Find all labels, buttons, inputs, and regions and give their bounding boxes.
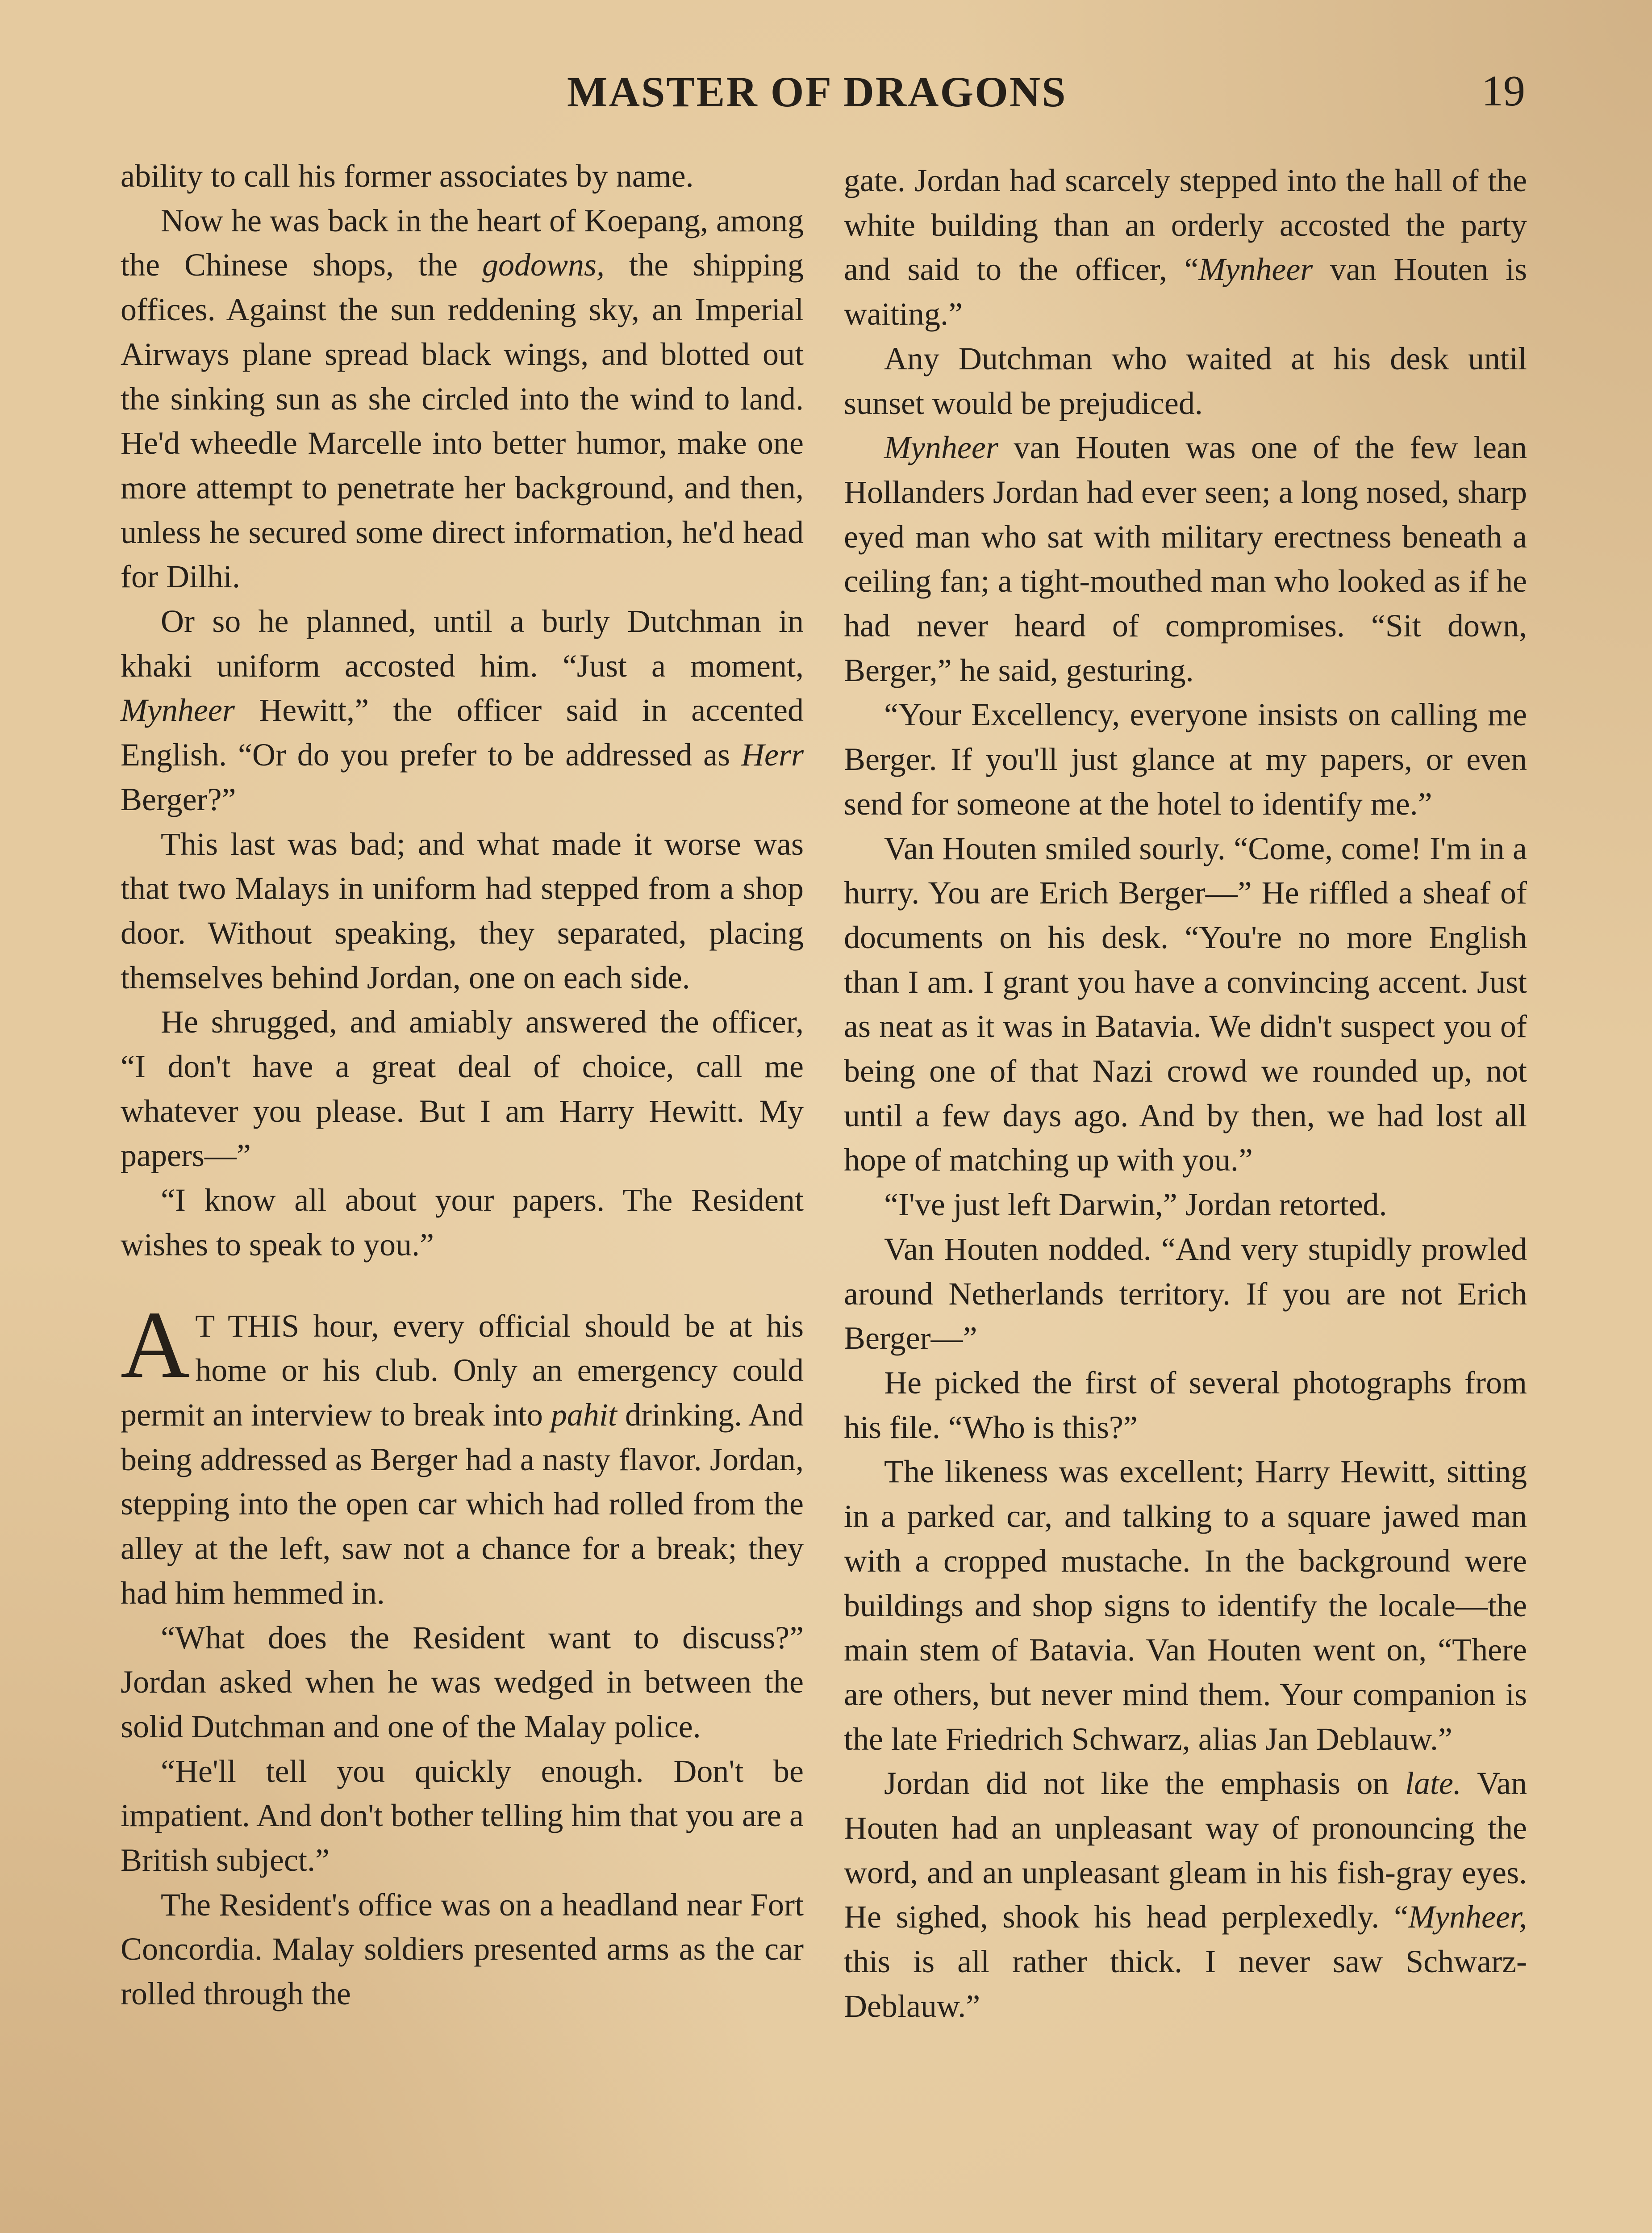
- page-number: 19: [1481, 67, 1525, 115]
- running-title: MASTER OF DRAGONS: [567, 68, 1067, 116]
- paragraph: “I've just left Darwin,” Jordan retorted.: [884, 1187, 1387, 1223]
- paragraph: “I know all about your papers. The Resident wishes to speak to you.”: [121, 1182, 804, 1263]
- right-column: [844, 159, 1527, 2029]
- left-column: [121, 154, 804, 2016]
- paragraph: “He'll tell you quickly enough. Don't be impatient. And don't bother telling him that you are a British subject.”: [121, 1753, 804, 1878]
- paragraph: Or so he planned, until a burly Dutchman in khaki uniform accosted him. “Just a moment, Mynheer Hewitt,” the officer said in accented English. “Or do you prefer to be addressed as Herr Berger?”: [121, 603, 804, 817]
- paragraph: The likeness was excellent; Harry Hewitt, sitting in a parked car, and talking to a square jawed man with a cropped mustache. In the background were buildings and shop signs to identify the locale—the main stem of Batavia. Van Houten went on, “There are others, but never mind them. Your companion is the late Friedrich Schwarz, alias Jan Deblauw.”: [844, 1454, 1527, 1757]
- paragraph: Now he was back in the heart of Koepang, among the Chinese shops, the godowns, the shipping offices. Against the sun reddening sky, an Imperial Airways plane spread black wings, and blotted out the sinking sun as she circled into the wind to land. He'd wheedle Marcelle into better humor, make one more attempt to penetrate her background, and then, unless he secured some direct information, he'd head for Dilhi.: [121, 202, 804, 595]
- drop-cap: A: [121, 1291, 190, 1398]
- section-paragraph: A T THIS hour, every official should be at his home or his club. Only an emergency could permit an interview to break into pahit drinking. And being addressed as Berger had a nasty flavor. Jordan, stepping into the open car which had rolled from the alley at the left, saw not a chance for a break; they had him hemmed in.: [121, 1291, 804, 1611]
- paragraph: Jordan did not like the emphasis on late. Van Houten had an unpleasant way of pronouncing the word, and an unpleasant gleam in his fish-gray eyes. He sighed, shook his head perplexedly. “Mynheer, this is all rather thick. I never saw Schwarz-Deblauw.”: [844, 1765, 1527, 2024]
- paragraph: “Your Excellency, everyone insists on calling me Berger. If you'll just glance at my papers, or even send for someone at the hotel to identify me.”: [844, 697, 1527, 822]
- paragraph: This last was bad; and what made it worse was that two Malays in uniform had stepped from a shop door. Without speaking, they separated, placing themselves behind Jordan, one on each side.: [121, 826, 804, 995]
- paragraph: The Resident's office was on a headland near Fort Concordia. Malay soldiers presented arms as the car rolled through the: [121, 1886, 804, 2012]
- paragraph: Van Houten nodded. “And very stupidly prowled around Netherlands territory. If you are not Erich Berger—”: [844, 1231, 1527, 1356]
- paragraph: Mynheer van Houten was one of the few lean Hollanders Jordan had ever seen; a long nosed, sharp eyed man who sat with military erectness beneath a ceiling fan; a tight-mouthed man who looked as if he had never heard of compromises. “Sit down, Berger,” he said, gesturing.: [844, 430, 1527, 688]
- paragraph: ability to call his former associates by name.: [121, 158, 694, 194]
- paragraph: “What does the Resident want to discuss?” Jordan asked when he was wedged in between the solid Dutchman and one of the Malay police.: [121, 1619, 804, 1744]
- paragraph: He picked the first of several photographs from his file. “Who is this?”: [844, 1364, 1527, 1445]
- paragraph: gate. Jordan had scarcely stepped into the hall of the white building than an orderly accosted the party and said to the officer, “Mynheer van Houten is waiting.”: [844, 163, 1527, 332]
- paragraph: Van Houten smiled sourly. “Come, come! I'm in a hurry. You are Erich Berger—” He riffled a sheaf of documents on his desk. “You're no more English than I am. I grant you have a convincing accent. Just as neat as it was in Batavia. We didn't suspect you of being one of that Nazi crowd we rounded up, not until a few days ago. And by then, we had lost all hope of matching up with you.”: [844, 830, 1527, 1178]
- paragraph: He shrugged, and amiably answered the officer, “I don't have a great deal of choice, call me whatever you please. But I am Harry Hewitt. My papers—”: [121, 1004, 804, 1174]
- paragraph: Any Dutchman who waited at his desk until sunset would be prejudiced.: [844, 340, 1527, 421]
